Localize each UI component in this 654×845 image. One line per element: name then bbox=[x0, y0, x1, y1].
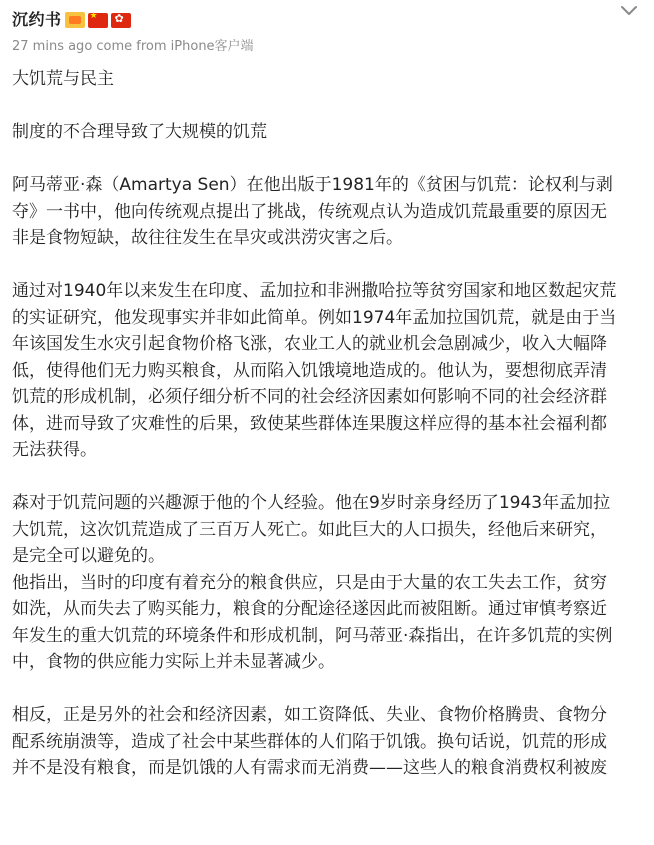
post-header bbox=[12, 6, 131, 34]
post-paragraph: 森对于饥荒问题的兴趣源于他的个人经验。他在9岁时亲身经历了1943年孟加拉 大饥荒，这次饥荒造成了三百万人死亡。如此巨大的人口损失，经他后来研究， 是完全可以避免的。 他指出，当时的印度有着充分的粮食供应，只是由于大量的农工失去工作，贫穷 如洗，从而失去了购买能力，粮食的分配途径遂因此而被阻断。通过审慎考察近 年发生的重大饥荒的环境条件和形成机制，阿马蒂亚·森指出，在许多饥荒的实例 中，食物的供应能力实际上并未显著减少。 bbox=[12, 493, 613, 672]
hong-kong-flag-icon bbox=[111, 13, 131, 28]
vip-badge-icon bbox=[65, 12, 85, 28]
post-paragraph: 通过对1940年以来发生在印度、孟加拉和非洲撒哈拉等贫穷国家和地区数起灾荒 的实证研究，他发现事实并非如此简单。例如1974年孟加拉国饥荒，就是由于当 年该国发生水灾引起食物价格飞涨，农业工人的就业机会急剧减少，收入大幅降 低，使得他们无力购买粮食，从而陷入饥饿境地造成的。他认为，要想彻底弄清 饥荒的形成机制，必须仔细分析不同的社会经济因素如何影响不同的社会经济群 体，进而导致了灾难性的后果，致使某些群体连果腹这样应得的基本社会福利都 无法获得。 bbox=[12, 281, 617, 460]
china-flag-icon bbox=[88, 13, 108, 28]
post-title: 大饥荒与民主 bbox=[12, 69, 114, 89]
post-paragraph: 制度的不合理导致了大规模的饥荒 bbox=[12, 122, 267, 142]
chevron-down-icon[interactable] bbox=[620, 4, 638, 18]
post-meta: 27 mins ago come from iPhone客户端 bbox=[12, 39, 254, 54]
post-paragraph: 相反，正是另外的社会和经济因素，如工资降低、失业、食物价格腾贵、食物分 配系统崩溃等，造成了社会中某些群体的人们陷于饥饿。换句话说，饥荒的形成 并不是没有粮食，而是饥饿的人有需求而无消费——这些人的粮食消费权利被废 bbox=[12, 705, 607, 778]
username[interactable]: 沉约书 bbox=[12, 10, 62, 29]
post-content bbox=[12, 66, 642, 782]
post-paragraph: 阿马蒂亚·森（Amartya Sen）在他出版于1981年的《贫困与饥荒：论权利与剥 夺》一书中，他向传统观点提出了挑战，传统观点认为造成饥荒最重要的原因无 非是食物短缺，故往往发生在旱灾或洪涝灾害之后。 bbox=[12, 175, 613, 248]
